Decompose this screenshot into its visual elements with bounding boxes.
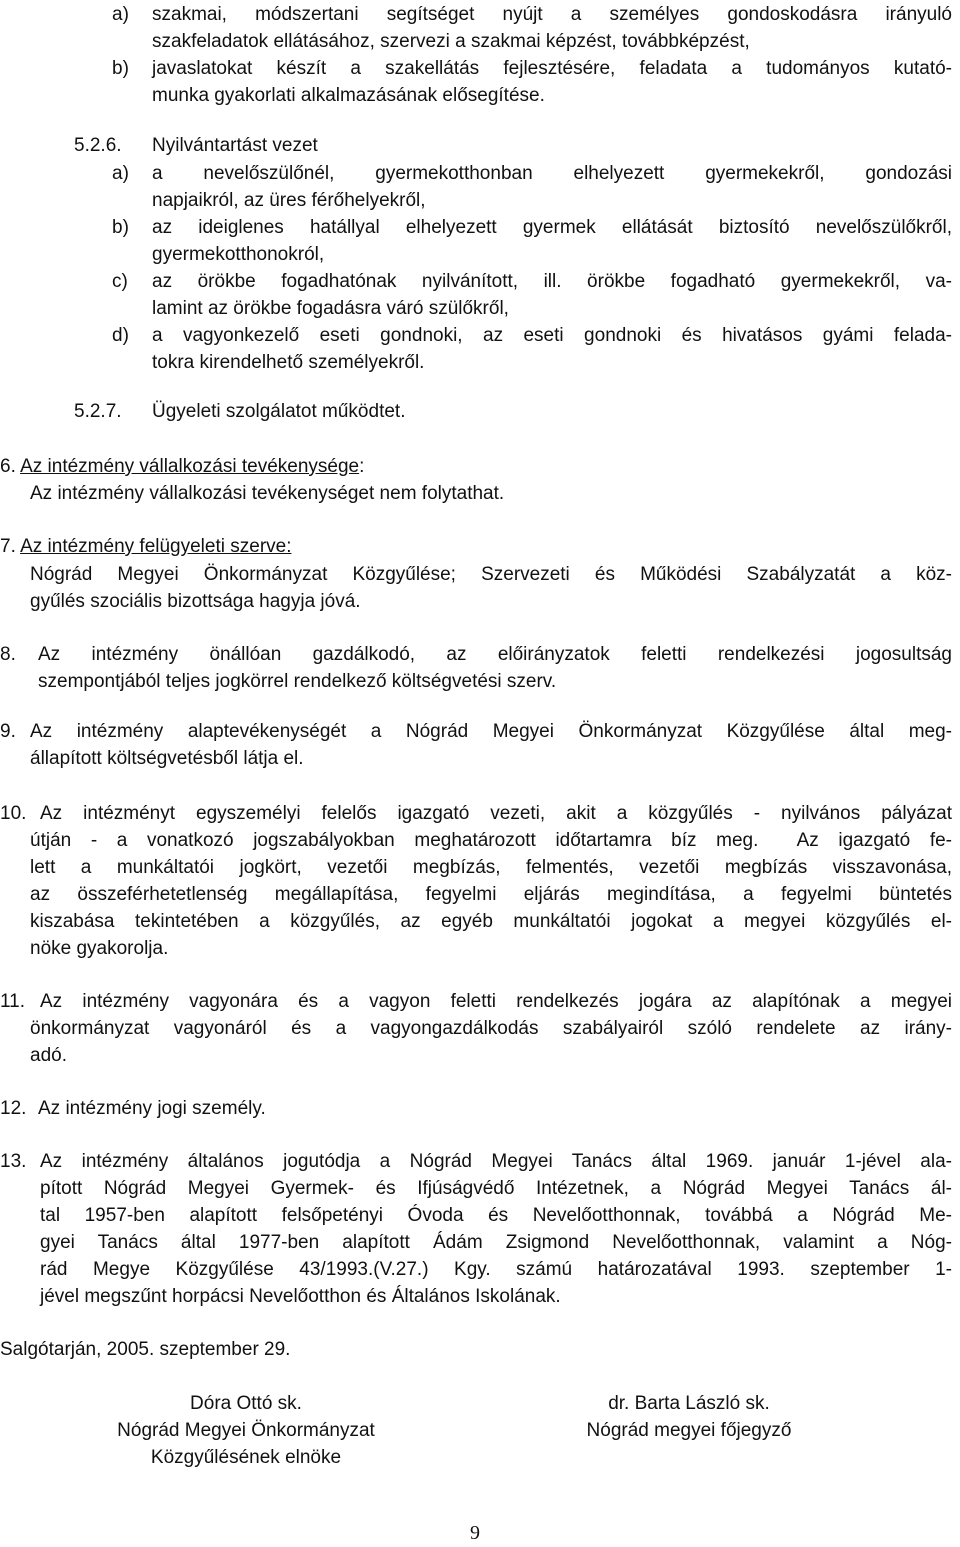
page-number: 9 [470,1522,480,1544]
paragraph-line: útján - a vonatkozó jogszabályokban meghatározott időtartamra bíz meg. Az igazgató fe- [30,830,952,851]
paragraph-line: Az intézmény vállalkozási tevékenységet nem folytathat. [30,483,505,504]
heading-suffix: : [359,456,365,477]
section-heading [0,535,292,559]
paragraph-line: gyűlés szociális bizottsága hagyja jóvá. [30,591,361,612]
section-number: 9. [0,721,16,742]
signature-left-org: Nógrád Megyei Önkormányzat [117,1420,375,1441]
list-item-text: szakmai, módszertani segítséget nyújt a személyes gondoskodásra irányuló [152,4,952,25]
paragraph-line: adó. [30,1045,67,1066]
signature-left-role: Közgyűlésének elnöke [150,1447,342,1468]
list-marker: a) [112,4,129,25]
section-number: 5.2.6. [74,135,122,156]
paragraph-line: kiszabása tekintetében a közgyűlés, az egyéb munkáltatói jogokat a megyei közgyűlés el- [30,911,952,932]
paragraph-line: Az intézményt egyszemélyi felelős igazgató vezeti, akit a közgyűlés - nyilvános pályázat [40,803,952,824]
list-item-text: gyermekotthonokról, [152,244,325,265]
list-item-text: munka gyakorlati alkalmazásának elősegítése. [152,85,545,106]
paragraph-line: az összeférhetetlenség megállapítása, fegyelmi eljárás megindítása, a fegyelmi büntetés [30,884,952,905]
paragraph-line: Az intézmény jogi személy. [38,1098,266,1119]
section-title: Nyilvántartást vezet [152,135,318,156]
list-item-text: tokra kirendelhető személyekről. [152,352,425,373]
list-item-text: az örökbe fogadhatónak nyilvánított, ill. örökbe fogadható gyermekekről, va- [152,271,952,292]
paragraph-line: állapított költségvetésből látja el. [30,748,304,769]
list-marker: a) [112,163,129,184]
paragraph-line: Nógrád Megyei Önkormányzat Közgyűlése; Szervezeti és Működési Szabályzatát a köz- [30,564,952,585]
section-heading-text: Az intézmény vállalkozási tevékenysége [20,456,360,477]
list-item-text: szakfeladatok ellátásához, szervezi a szakmai képzést, továbbképzést, [152,31,750,52]
section-number: 6. [0,456,16,477]
paragraph-line: gyei Tanács által 1977-ben alapított Ádám Zsigmond Nevelőotthonnak, valamint a Nóg- [40,1232,952,1253]
paragraph-line: Az intézmény általános jogutódja a Nógrád Megyei Tanács által 1969. január 1-jével ala- [40,1151,952,1172]
list-marker: b) [112,58,129,79]
paragraph-line: Az intézmény alaptevékenységét a Nógrád Megyei Önkormányzat Közgyűlése által meg- [30,721,952,742]
list-marker: b) [112,217,129,238]
list-marker: d) [112,325,129,346]
list-item-text: a vagyonkezelő eseti gondnoki, az eseti gondnoki és hivatásos gyámi felada- [152,325,952,346]
section-number: 10. [0,803,27,824]
signature-left-name: Dóra Ottó sk. [190,1393,302,1414]
section-number: 7. [0,536,16,557]
section-heading [0,455,364,479]
paragraph-line: önkormányzat vagyonáról és a vagyongazdálkodás szabályairól szóló rendelete az irány- [30,1018,952,1039]
section-number: 12. [0,1098,27,1119]
list-item-text: az ideiglenes hatállyal elhelyezett gyermek ellátását biztosító nevelőszülőkről, [152,217,952,238]
paragraph-line: pított Nógrád Megyei Gyermek- és Ifjúságvédő Intézetnek, a Nógrád Megyei Tanács ál- [40,1178,952,1199]
list-item-text: lamint az örökbe fogadásra váró szülőkről, [152,298,509,319]
section-number: 5.2.7. [74,401,122,422]
list-item-text: a nevelőszülőnél, gyermekotthonban elhelyezett gyermekekről, gondozási [152,163,952,184]
paragraph-line: rád Megye Közgyűlése 43/1993.(V.27.) Kgy. számú határozatával 1993. szeptember 1- [40,1259,952,1280]
signature-right-role: Nógrád megyei főjegyző [586,1420,792,1441]
paragraph-line: nöke gyakorolja. [30,938,169,959]
list-item-text: napjaikról, az üres férőhelyekről, [152,190,426,211]
section-number: 13. [0,1151,27,1172]
list-marker: c) [112,271,128,292]
list-item-text: javaslatokat készít a szakellátás fejlesztésére, feladata a tudományos kutató- [152,58,952,79]
section-heading-text: Az intézmény felügyeleti szerve: [20,536,292,557]
paragraph-line: tal 1957-ben alapított felsőpetényi Óvoda és Nevelőotthonnak, továbbá a Nógrád Me- [40,1205,952,1226]
place-date: Salgótarján, 2005. szeptember 29. [0,1339,291,1360]
section-title: Ügyeleti szolgálatot működtet. [152,401,406,422]
paragraph-line: jével megszűnt horpácsi Nevelőotthon és Általános Iskolának. [40,1286,561,1307]
paragraph-line: Az intézmény önállóan gazdálkodó, az előirányzatok feletti rendelkezési jogosultság [38,644,952,665]
signature-right-name: dr. Barta László sk. [608,1393,770,1414]
paragraph-line: lett a munkáltatói jogkört, vezetői megbízás, felmentés, vezetői megbízás visszavonása, [30,857,952,878]
paragraph-line: szempontjából teljes jogkörrel rendelkező költségvetési szerv. [38,671,557,692]
section-number: 8. [0,644,16,665]
section-number: 11. [0,991,26,1012]
paragraph-line: Az intézmény vagyonára és a vagyon feletti rendelkezés jogára az alapítónak a megyei [40,991,952,1012]
